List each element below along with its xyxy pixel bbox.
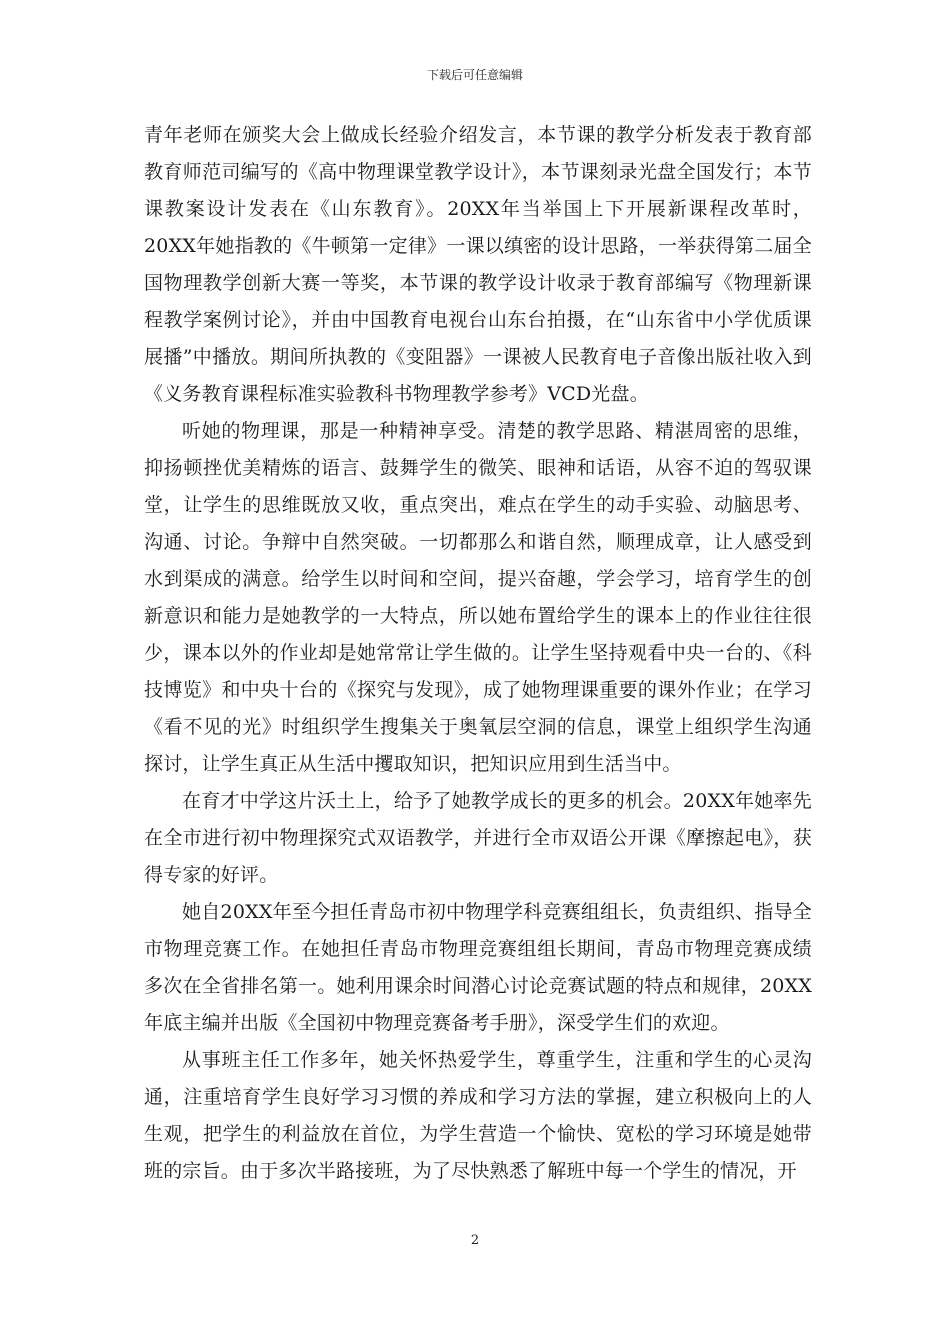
page-header <box>0 66 950 83</box>
paragraph-1: 青年老师在颁奖大会上做成长经验介绍发言，本节课的教学分析发表于教育部教育师范司编写的《高中物理课堂教学设计》，本节课刻录光盘全国发行；本节课教案设计发表在《山东教育》。20XX年当举国上下开展新课程改革时，20XX年她指教的《牛顿第一定律》一课以缜密的设计思路，一举获得第二届全国物理教学创新大赛一等奖，本节课的教学设计收录于教育部编写《物理新课程教学案例讨论》，并由中国教育电视台山东台拍摄，在“山东省中小学优质课展播”中播放。期间所执教的《变阻器》一课被人民教育电子音像出版社收入到《义务教育课程标准实验教科书物理教学参考》VCD光盘。 <box>144 124 812 405</box>
page-number: 2 <box>470 1233 480 1248</box>
paragraph-4: 她自20XX年至今担任青岛市初中物理学科竞赛组组长，负责组织、指导全市物理竞赛工作。在她担任青岛市物理竞赛组组长期间，青岛市物理竞赛成绩多次在全省排名第一。她利用课余时间潜心讨论竞赛试题的特点和规律，20XX年底主编并出版《全国初中物理竞赛备考手册》，深受学生们的欢迎。 <box>144 901 812 1034</box>
header-note: 下载后可任意编辑 <box>426 68 523 82</box>
page-footer <box>0 1233 950 1248</box>
document-body <box>144 117 812 1190</box>
paragraph-2: 听她的物理课，那是一种精神享受。清楚的教学思路、精湛周密的思维，抑扬顿挫优美精炼的语言、鼓舞学生的微笑、眼神和话语，从容不迫的驾驭课堂，让学生的思维既放又收，重点突出，难点在学生的动手实验、动脑思考、沟通、讨论。争辩中自然突破。一切都那么和谐自然，顺理成章，让人感受到水到渠成的满意。给学生以时间和空间，提兴奋趣，学会学习，培育学生的创新意识和能力是她教学的一大特点，所以她布置给学生的课本上的作业往往很少，课本以外的作业却是她常常让学生做的。让学生坚持观看中央一台的、《科技博览》和中央十台的《探究与发现》，成了她物理课重要的课外作业；在学习《看不见的光》时组织学生搜集关于奥氧层空洞的信息，课堂上组织学生沟通探讨，让学生真正从生活中攫取知识，把知识应用到生活当中。 <box>144 420 812 775</box>
paragraph-3: 在育才中学这片沃土上，给予了她教学成长的更多的机会。20XX年她率先在全市进行初中物理探究式双语教学，并进行全市双语公开课《摩擦起电》，获得专家的好评。 <box>144 790 812 886</box>
paragraph-5: 从事班主任工作多年，她关怀热爱学生，尊重学生，注重和学生的心灵沟通，注重培育学生良好学习习惯的养成和学习方法的掌握，建立积极向上的人生观，把学生的利益放在首位，为学生营造一个愉快、宽松的学习环境是她带班的宗旨。由于多次半路接班，为了尽快熟悉了解班中每一个学生的情况，开 <box>144 1049 812 1182</box>
